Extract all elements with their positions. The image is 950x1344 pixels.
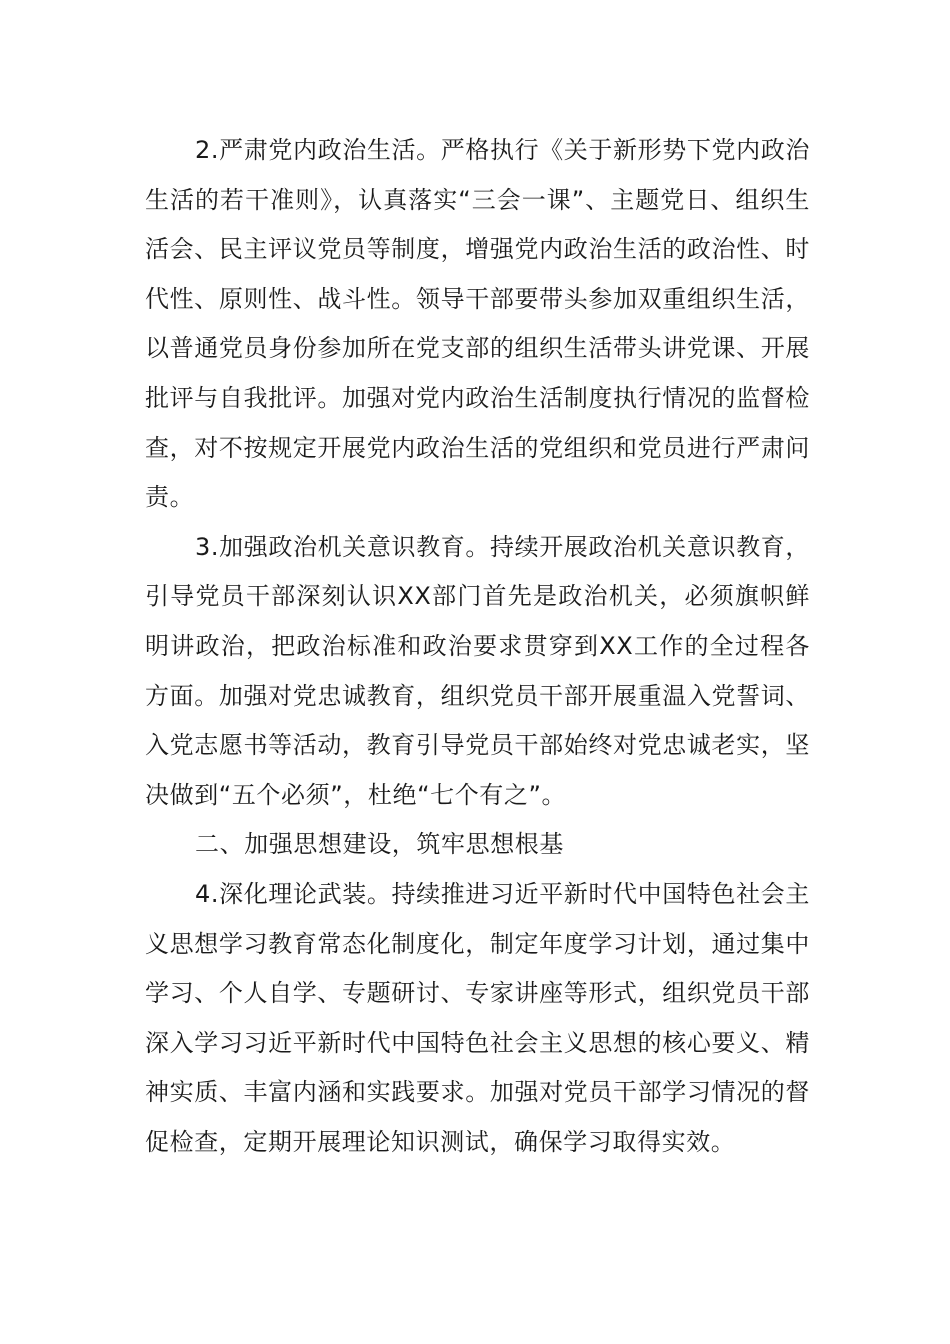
section-heading-ideological-building: 二、加强思想建设，筑牢思想根基 — [195, 830, 564, 859]
paragraph-strict-political-life: 2.严肃党内政治生活。严格执行《关于新形势下党内政治生活的若干准则》，认真落实“三会一课”、主题党日、组织生活会、民主评议党员等制度，增强党内政治生活的政治性、时代性、原则性、战斗性。领导干部要带头参加双重组织生活，以普通党员身份参加所在党支部的组织生活带头讲党课、开展批评与自我批评。加强对党内政治生活制度执行情况的监督检查，对不按规定开展党内政治生活的党组织和党员进行严肃问责。 — [145, 136, 810, 512]
paragraph-theory-study: 4.深化理论武装。持续推进习近平新时代中国特色社会主义思想学习教育常态化制度化，制定年度学习计划，通过集中学习、个人自学、专题研讨、专家讲座等形式，组织党员干部深入学习习近平新时代中国特色社会主义思想的核心要义、精神实质、丰富内涵和实践要求。加强对党员干部学习情况的督促检查，定期开展理论知识测试，确保学习取得实效。 — [145, 879, 810, 1156]
document-body — [145, 126, 810, 1167]
paragraph-political-organ-education: 3.加强政治机关意识教育。持续开展政治机关意识教育，引导党员干部深刻认识XX部门首先是政治机关，必须旗帜鲜明讲政治，把政治标准和政治要求贯穿到XX工作的全过程各方面。加强对党忠诚教育，组织党员干部开展重温入党誓词、入党志愿书等活动，教育引导党员干部始终对党忠诚老实，坚决做到“五个必须”，杜绝“七个有之”。 — [145, 532, 810, 809]
